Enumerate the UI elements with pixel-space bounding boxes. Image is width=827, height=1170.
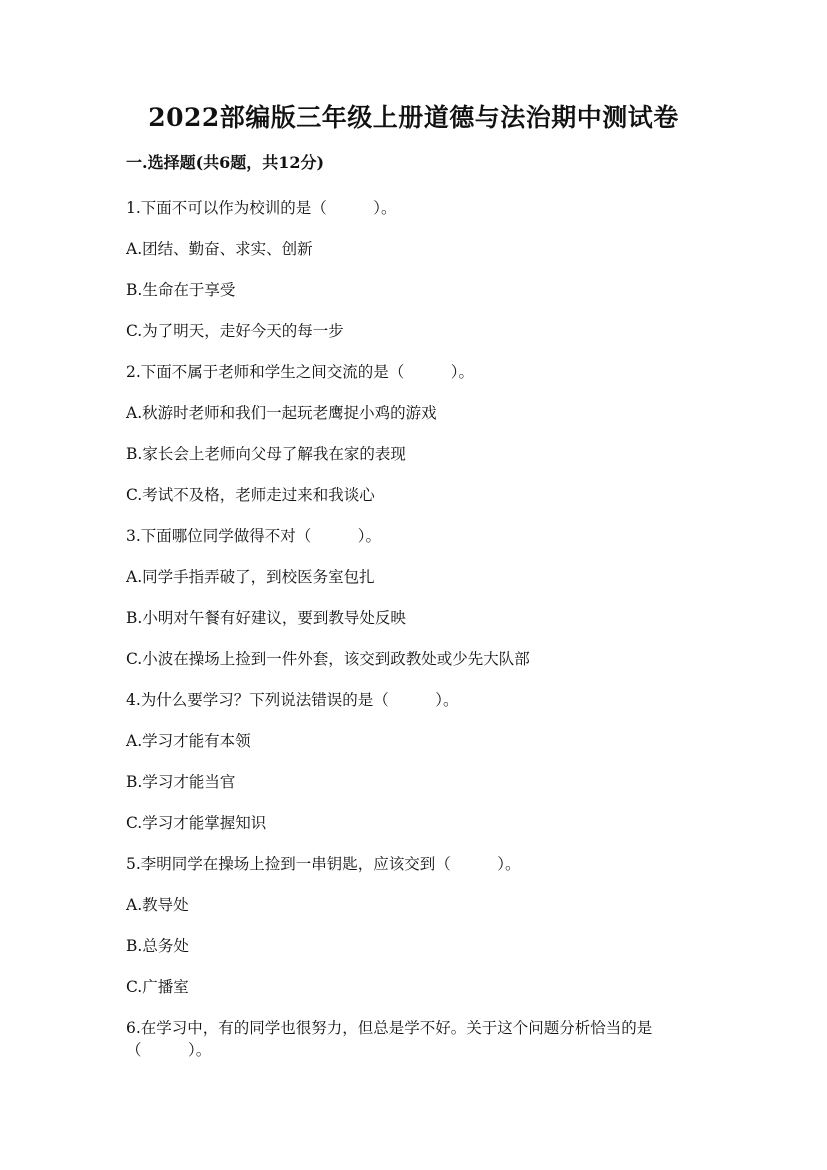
section-heading: 一.选择题(共6题，共12分) <box>126 153 325 172</box>
question-3-option-a: A.同学手指弄破了，到校医务室包扎 <box>126 568 375 586</box>
question-5-option-a: A.教导处 <box>126 896 189 914</box>
question-2-option-c: C.考试不及格，老师走过来和我谈心 <box>126 486 375 504</box>
question-3-stem: 3.下面哪位同学做得不对（ ）。 <box>126 527 382 545</box>
question-4-stem: 4.为什么要学习？下列说法错误的是（ ）。 <box>126 691 459 709</box>
question-1-stem: 1.下面不可以作为校训的是（ ）。 <box>126 199 397 217</box>
question-5-option-b: B.总务处 <box>126 937 189 955</box>
question-4-option-b: B.学习才能当官 <box>126 773 236 791</box>
question-3-option-c: C.小波在操场上捡到一件外套，该交到政教处或少先大队部 <box>126 650 530 668</box>
question-2-option-a: A.秋游时老师和我们一起玩老鹰捉小鸡的游戏 <box>126 404 437 422</box>
question-4-option-c: C.学习才能掌握知识 <box>126 814 267 832</box>
question-1-option-b: B.生命在于享受 <box>126 281 236 299</box>
question-3-option-b: B.小明对午餐有好建议，要到教导处反映 <box>126 609 406 627</box>
question-4-option-a: A.学习才能有本领 <box>126 732 251 750</box>
question-6-stem-continued: （ ）。 <box>126 1041 212 1059</box>
page-title: 2022部编版三年级上册道德与法治期中测试卷 <box>148 103 679 132</box>
question-6-stem: 6.在学习中，有的同学也很努力，但总是学不好。关于这个问题分析恰当的是 <box>126 1019 653 1037</box>
question-2-option-b: B.家长会上老师向父母了解我在家的表现 <box>126 445 406 463</box>
question-5-option-c: C.广播室 <box>126 978 189 996</box>
question-1-option-a: A.团结、勤奋、求实、创新 <box>126 240 313 258</box>
question-2-stem: 2.下面不属于老师和学生之间交流的是（ ）。 <box>126 363 475 381</box>
question-1-option-c: C.为了明天，走好今天的每一步 <box>126 322 344 340</box>
question-5-stem: 5.李明同学在操场上捡到一串钥匙，应该交到（ ）。 <box>126 855 521 873</box>
